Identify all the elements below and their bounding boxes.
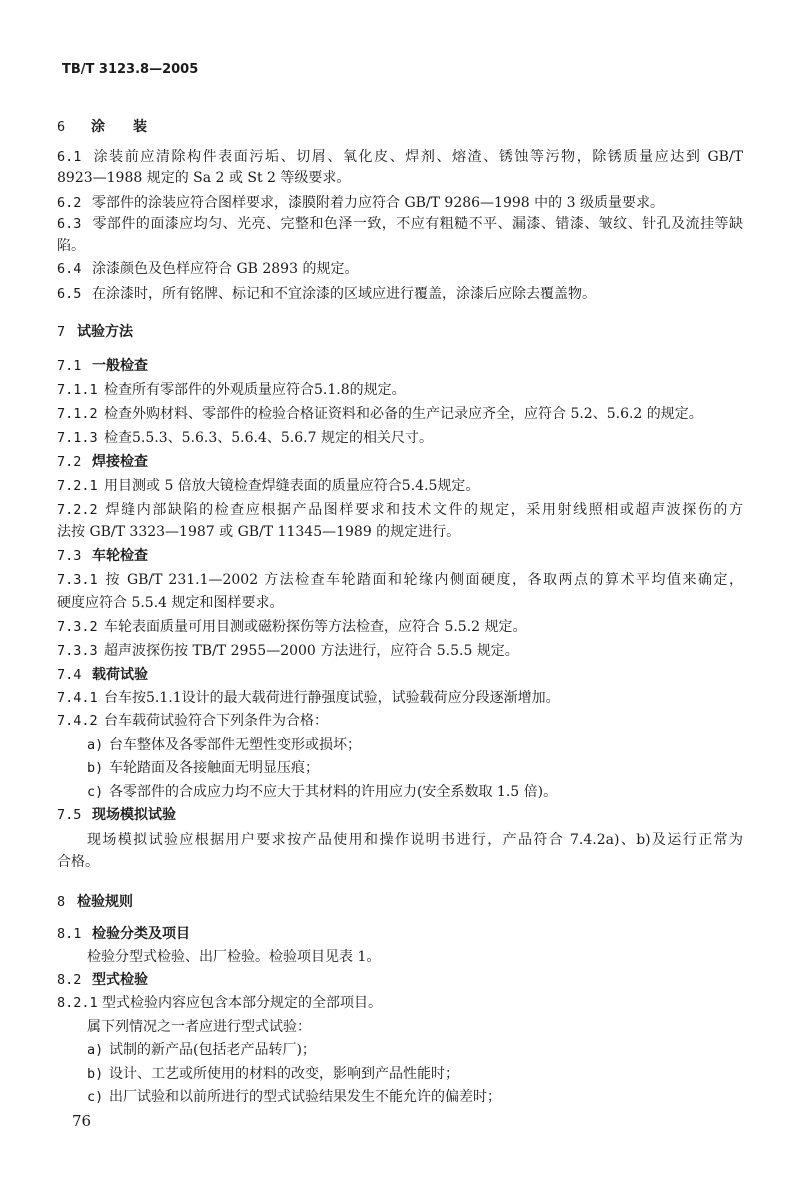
section-heading xyxy=(57,546,743,566)
text-line xyxy=(57,852,743,872)
clause-text: 涂漆颜色及色样应符合 GB 2893 的规定。 xyxy=(92,261,359,277)
clause-line xyxy=(57,476,743,496)
clause-line xyxy=(57,641,743,661)
clause-number: 6.2 xyxy=(57,195,82,211)
text-line xyxy=(87,830,743,850)
section-heading xyxy=(57,805,743,825)
clause-text: 超声波探伤按 TB/T 2955—2000 方法进行，应符合 5.5.5 规定。 xyxy=(104,643,519,659)
clause-text: 设计、工艺或所使用的材料的改变，影响到产品性能时； xyxy=(109,1066,459,1082)
clause-line xyxy=(57,404,743,424)
clause-text: 现场模拟试验 xyxy=(92,807,176,823)
clause-line xyxy=(57,380,743,400)
clause-line xyxy=(57,193,743,213)
clause-number: a) xyxy=(87,737,104,753)
clause-line xyxy=(87,1087,743,1107)
clause-text: 车轮表面质量可用目测或磁粉探伤等方法检查，应符合 5.5.2 规定。 xyxy=(104,619,527,635)
clause-line xyxy=(57,500,743,520)
clause-line xyxy=(57,259,743,279)
clause-number: b) xyxy=(87,760,104,776)
clause-number: 7.3.3 xyxy=(57,643,98,659)
section-heading xyxy=(57,970,743,990)
clause-line xyxy=(57,147,743,167)
clause-text: 一般检查 xyxy=(92,358,148,374)
clause-number: 6.5 xyxy=(57,286,82,302)
clause-text: 台车载荷试验符合下列条件为合格： xyxy=(104,713,328,729)
clause-text: 出厂试验和以前所进行的型式试验结果发生不能允许的偏差时； xyxy=(109,1089,501,1105)
clause-text: 零部件的涂装应符合图样要求，漆膜附着力应符合 GB/T 9286—1998 中的 3 级质量要求。 xyxy=(92,195,664,211)
clause-line xyxy=(57,993,743,1013)
clause-text: 台车整体及各零部件无塑性变形或损坏； xyxy=(109,737,361,753)
clause-line xyxy=(57,570,743,590)
clause-text: 型式检验内容应包含本部分规定的全部项目。 xyxy=(102,995,382,1011)
section-heading xyxy=(57,452,743,472)
clause-number: 7.2.2 xyxy=(57,502,98,518)
clause-number: 6 xyxy=(57,119,66,135)
clause-number: 7.4 xyxy=(57,667,82,683)
clause-line xyxy=(87,1040,743,1060)
clause-number: 6.1 xyxy=(57,149,82,165)
clause-number: 7.3 xyxy=(57,548,82,564)
clause-number: 7 xyxy=(57,324,66,340)
clause-number: a) xyxy=(87,1042,104,1058)
clause-number: 6.4 xyxy=(57,261,82,277)
clause-line xyxy=(57,688,743,708)
clause-line xyxy=(87,1064,743,1084)
clause-text: 检验分类及项目 xyxy=(92,926,190,942)
clause-text: 在涂漆时，所有铭牌、标记和不宜涂漆的区域应进行覆盖，涂漆后应除去覆盖物。 xyxy=(92,286,596,302)
section-heading xyxy=(57,924,743,944)
clause-text: 试验方法 xyxy=(77,324,133,340)
clause-text: 检查5.5.3、5.6.3、5.6.4、5.6.7 规定的相关尺寸。 xyxy=(104,430,433,446)
clause-text: 检查外购材料、零部件的检验合格证资料和必备的生产记录应齐全，应符合 5.2、5.6.2 的规定。 xyxy=(104,406,703,422)
clause-text: 硬度应符合 5.5.4 规定和图样要求。 xyxy=(57,595,284,611)
clause-number: c) xyxy=(87,1089,104,1105)
section-heading xyxy=(57,117,743,137)
clause-number: 7.2 xyxy=(57,454,82,470)
clause-text: 现场模拟试验应根据用户要求按产品使用和操作说明书进行，产品符合 7.4.2a)、b)及运行正常为 xyxy=(87,832,743,848)
clause-text: 用目测或 5 倍放大镜检查焊缝表面的质量应符合5.4.5规定。 xyxy=(104,478,480,494)
clause-text: 法按 GB/T 3323—1987 或 GB/T 11345—1989 的规定进行。 xyxy=(57,524,461,540)
clause-number: 8.2.1 xyxy=(57,995,98,1011)
clause-number: 7.5 xyxy=(57,807,82,823)
text-line xyxy=(57,522,743,542)
clause-line xyxy=(57,214,743,234)
clause-number: 7.3.2 xyxy=(57,619,98,635)
clause-line xyxy=(87,782,743,802)
clause-text: 车轮踏面及各接触面无明显压痕； xyxy=(109,760,319,776)
clause-number: c) xyxy=(87,784,104,800)
text-line xyxy=(57,168,743,188)
section-heading xyxy=(57,665,743,685)
clause-text: 型式检验 xyxy=(92,972,148,988)
clause-text: 属下列情况之一者应进行型式试验： xyxy=(87,1019,311,1035)
clause-text: 涂 装 xyxy=(91,119,147,135)
clause-text: 按 GB/T 231.1—2002 方法检查车轮踏面和轮缘内侧面硬度，各取两点的算术平均值来确定， xyxy=(104,572,743,588)
clause-text: 检查所有零部件的外观质量应符合5.1.8的规定。 xyxy=(104,382,406,398)
clause-text: 载荷试验 xyxy=(92,667,148,683)
clause-line xyxy=(57,284,743,304)
clause-text: 焊缝内部缺陷的检查应根据产品图样要求和技术文件的规定，采用射线照相或超声波探伤的方 xyxy=(104,502,743,518)
clause-text: 8923—1988 规定的 Sa 2 或 St 2 等级要求。 xyxy=(57,170,351,186)
clause-number: 7.4.1 xyxy=(57,690,98,706)
clause-number: 7.3.1 xyxy=(57,572,98,588)
section-heading xyxy=(57,892,743,912)
clause-number: 7.1.2 xyxy=(57,406,98,422)
text-line xyxy=(87,947,743,967)
section-heading xyxy=(57,322,743,342)
clause-text: 零部件的面漆应均匀、光亮、完整和色泽一致，不应有粗糙不平、漏漆、错漆、皱纹、针孔及流挂等缺 xyxy=(92,216,743,232)
page-number: 76 xyxy=(72,1112,92,1130)
clause-number: 6.3 xyxy=(57,216,82,232)
clause-number: 8 xyxy=(57,894,66,910)
clause-number: 7.4.2 xyxy=(57,713,98,729)
clause-text: 检验规则 xyxy=(77,894,133,910)
clause-line xyxy=(57,711,743,731)
text-line xyxy=(87,1017,743,1037)
clause-number: 7.1 xyxy=(57,358,82,374)
clause-line xyxy=(87,758,743,778)
clause-line xyxy=(57,617,743,637)
clause-text: 车轮检查 xyxy=(92,548,148,564)
clause-number: 8.1 xyxy=(57,926,82,942)
clause-number: 7.2.1 xyxy=(57,478,98,494)
clause-number: b) xyxy=(87,1066,104,1082)
clause-line xyxy=(57,428,743,448)
clause-number: 8.2 xyxy=(57,972,82,988)
clause-text: 陷。 xyxy=(57,238,85,254)
clause-text: 涂装前应清除构件表面污垢、切屑、氧化皮、焊剂、熔渣、锈蚀等污物，除锈质量应达到 GB/T xyxy=(92,149,743,165)
clause-text: 试制的新产品(包括老产品转厂)； xyxy=(109,1042,316,1058)
text-line xyxy=(57,593,743,613)
clause-number: 7.1.1 xyxy=(57,382,98,398)
clause-text: 检验分型式检验、出厂检验。检验项目见表 1。 xyxy=(87,949,381,965)
clause-number: 7.1.3 xyxy=(57,430,98,446)
clause-text: 各零部件的合成应力均不应大于其材料的许用应力(安全系数取 1.5 倍)。 xyxy=(109,784,558,800)
clause-line xyxy=(87,735,743,755)
text-line xyxy=(57,236,743,256)
clause-text: 焊接检查 xyxy=(92,454,148,470)
clause-text: 台车按5.1.1设计的最大载荷进行静强度试验，试验载荷应分段逐渐增加。 xyxy=(104,690,560,706)
section-heading xyxy=(57,356,743,376)
clause-text: 合格。 xyxy=(57,854,99,870)
running-header: TB/T 3123.8—2005 xyxy=(62,62,199,77)
